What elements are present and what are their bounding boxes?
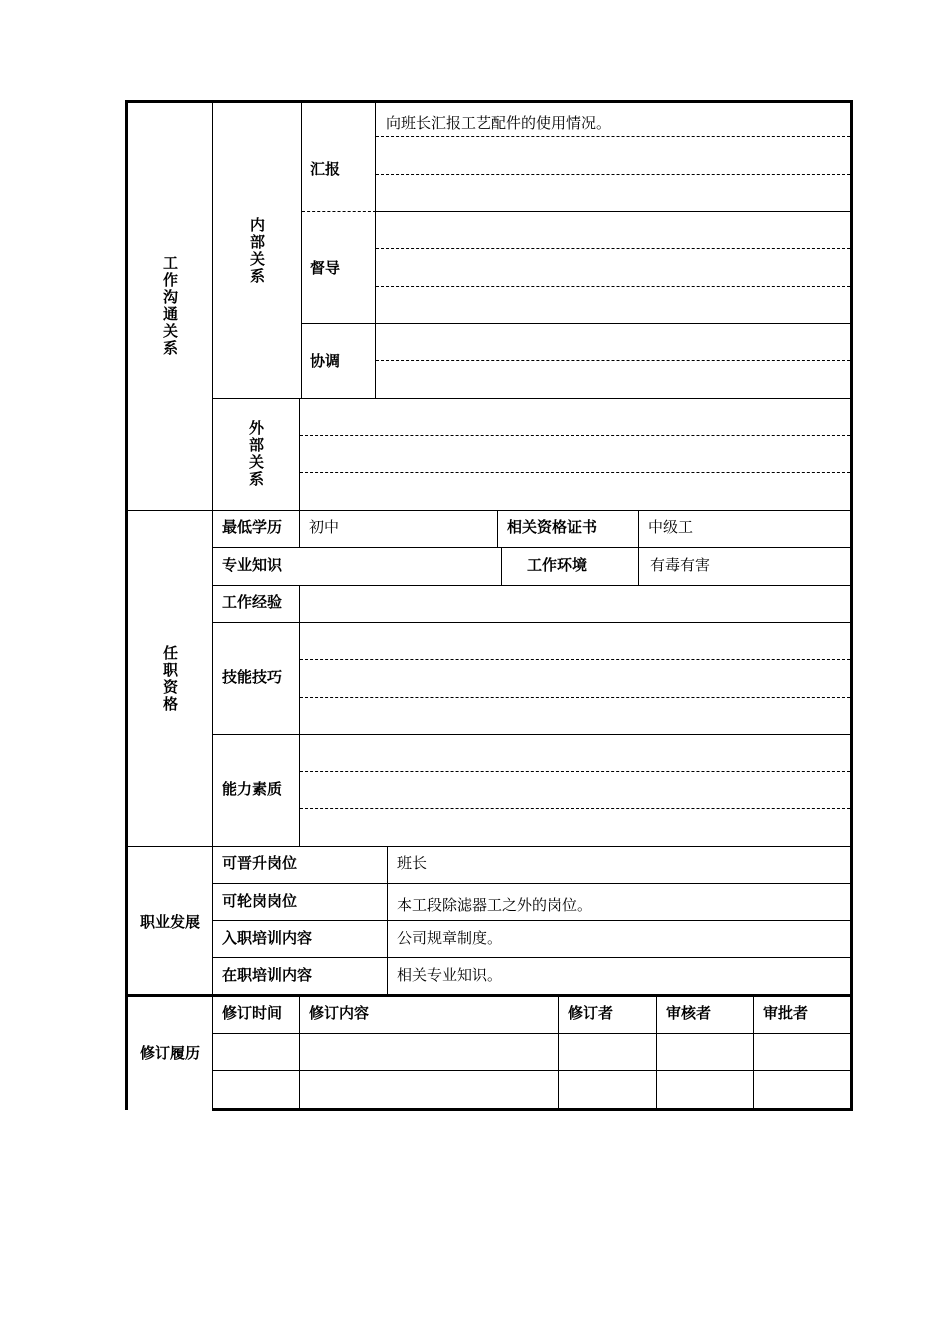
- career-row-line-2: [213, 920, 850, 921]
- min-education-label: 最低学历: [222, 518, 283, 536]
- rev-row-line-1: [213, 1033, 850, 1034]
- section-divider-2: [128, 846, 850, 847]
- cert-divider-left: [497, 511, 498, 547]
- section-divider-3: [128, 994, 850, 997]
- qualification-title-text: 任职资格: [161, 644, 179, 713]
- internal-bottom-line: [213, 398, 850, 399]
- certificate-value[interactable]: 中级工: [648, 518, 694, 536]
- career-title-text: 职业发展: [139, 912, 200, 931]
- promotion-label: 可晋升岗位: [222, 854, 298, 872]
- env-divider-left: [501, 547, 502, 585]
- qual-row-line-4: [213, 734, 850, 735]
- revision-section-title: [128, 997, 212, 1108]
- skills-label: 技能技巧: [222, 668, 283, 686]
- revision-header-content: 修订内容: [309, 1004, 370, 1022]
- skills-dash-1: [300, 659, 850, 660]
- report-dash-1: [376, 136, 850, 137]
- rev-col-divider-1: [299, 997, 300, 1108]
- knowledge-label: 专业知识: [222, 556, 283, 574]
- career-divider: [387, 847, 388, 995]
- supervise-label: 督导: [310, 259, 341, 277]
- qual-label-divider: [299, 585, 300, 846]
- rev-col-divider-2: [558, 997, 559, 1108]
- qualification-section-title: [128, 511, 212, 846]
- rev-row-line-2: [213, 1070, 850, 1071]
- supervise-bottom-line: [302, 323, 850, 324]
- external-relations-title: [213, 398, 299, 510]
- external-title-text: 外部关系: [247, 420, 265, 488]
- induction-value[interactable]: 公司规章制度。: [397, 929, 503, 947]
- rev-col-divider-3: [656, 997, 657, 1108]
- supervise-dash-1: [376, 248, 850, 249]
- external-divider: [299, 398, 300, 510]
- external-dash-2: [300, 472, 850, 473]
- internal-title-text: 内部关系: [248, 217, 266, 285]
- coordinate-dash-1: [376, 360, 850, 361]
- onjob-value[interactable]: 相关专业知识。: [397, 966, 503, 984]
- certificate-label: 相关资格证书: [507, 518, 598, 536]
- ability-label: 能力素质: [222, 780, 283, 798]
- rev-col-divider-4: [753, 997, 754, 1108]
- career-row-line-3: [213, 957, 850, 958]
- career-section-title: [128, 847, 212, 995]
- report-label-dash: [302, 211, 376, 212]
- experience-label: 工作经验: [222, 593, 283, 611]
- table-border-right: [850, 100, 853, 1110]
- promotion-value[interactable]: 班长: [397, 854, 428, 872]
- revision-header-time: 修订时间: [222, 1004, 283, 1022]
- rotation-value[interactable]: 本工段除滤器工之外的岗位。: [397, 896, 593, 914]
- min-education-value[interactable]: 初中: [309, 518, 340, 536]
- environment-label: 工作环境: [527, 556, 588, 574]
- revision-title-text: 修订履历: [139, 1044, 200, 1062]
- induction-label: 入职培训内容: [222, 929, 313, 947]
- qual-row-line-2: [213, 585, 850, 586]
- report-line-1[interactable]: 向班长汇报工艺配件的使用情况。: [386, 114, 612, 132]
- report-bottom-line: [376, 211, 850, 212]
- rotation-label: 可轮岗岗位: [222, 892, 298, 910]
- skills-dash-2: [300, 697, 850, 698]
- report-label: 汇报: [310, 160, 341, 178]
- communication-section-title: [128, 102, 212, 510]
- cert-divider-right: [638, 511, 639, 585]
- coordinate-label: 协调: [310, 352, 341, 370]
- section-divider-1: [128, 510, 850, 511]
- onjob-label: 在职培训内容: [222, 966, 313, 984]
- qual-row-line-3: [213, 622, 850, 623]
- internal-relations-title: [213, 102, 301, 398]
- internal-divider: [301, 102, 302, 398]
- revision-header-reviser: 修订者: [568, 1004, 614, 1022]
- revision-header-reviewer: 审核者: [666, 1004, 712, 1022]
- ability-dash-1: [300, 771, 850, 772]
- report-dash-2: [376, 174, 850, 175]
- career-row-line-1: [213, 883, 850, 884]
- external-dash-1: [300, 435, 850, 436]
- communication-title-text: 工作沟通关系: [161, 255, 179, 357]
- qual-row-line-1: [213, 547, 850, 548]
- revision-header-approver: 审批者: [763, 1004, 809, 1022]
- relation-type-divider: [375, 102, 376, 398]
- environment-value[interactable]: 有毒有害: [650, 556, 711, 574]
- table-border-bottom: [212, 1108, 853, 1111]
- ability-dash-2: [300, 808, 850, 809]
- supervise-dash-2: [376, 286, 850, 287]
- edu-divider: [299, 511, 300, 547]
